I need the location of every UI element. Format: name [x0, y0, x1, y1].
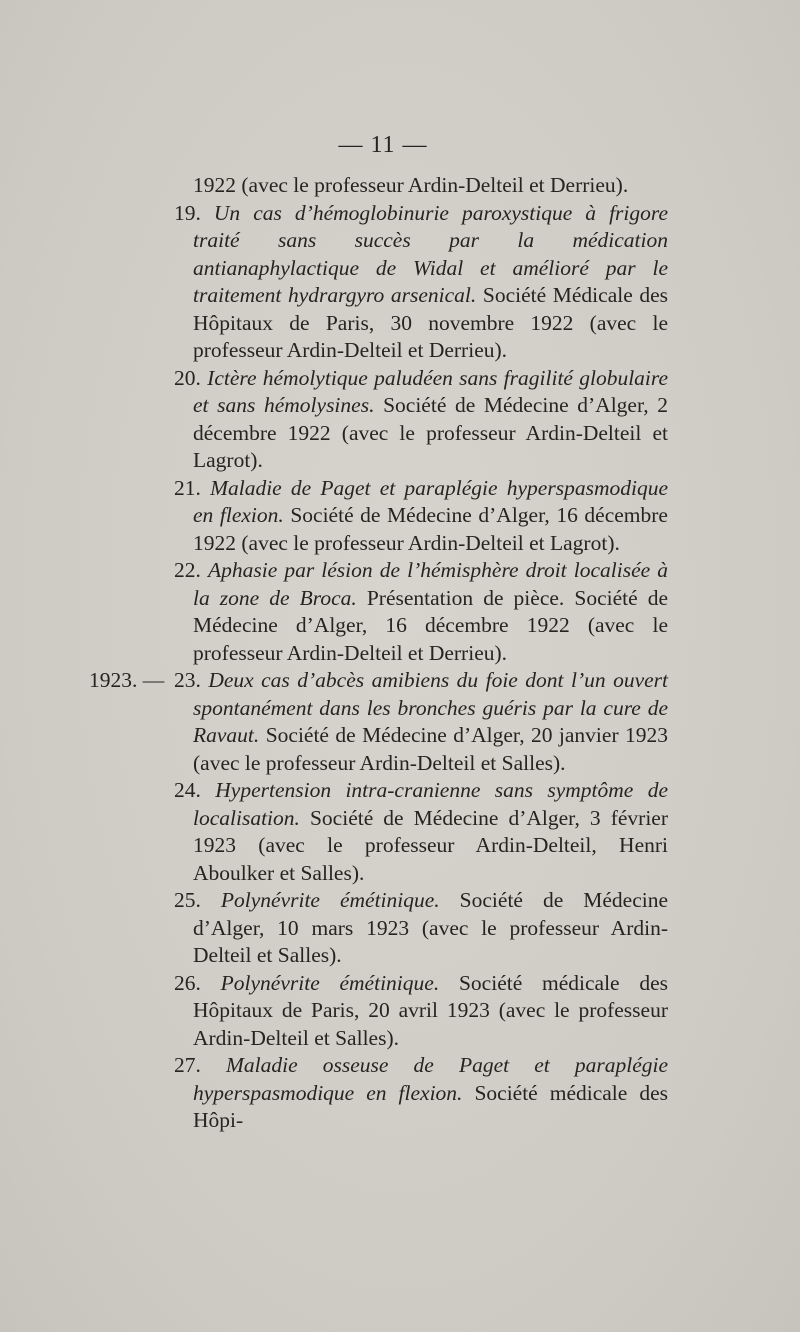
list-item — [174, 172, 668, 200]
entry-title: Ictère hémolytique paludéen sans fragilité globulaire et sans hémolysines. — [193, 365, 669, 417]
entry-title: Aphasie par lésion de l’hémisphère droit localisée à la zone de Broca. — [193, 558, 668, 610]
entry-title: Hypertension intra-cranienne sans symptôme de localisation. — [193, 778, 668, 830]
entry-rest: Présentation de pièce. Société de Médecine d’Alger, 16 décembre 1922 (avec le professeur Ardin-Delteil et Derrieu). — [193, 585, 669, 665]
entry-rest: Société médicale des Hôpitaux de Paris, 20 avril 1923 (avec le professeur Ardin-Delteil et Salles). — [193, 970, 669, 1050]
entry-number: 22. — [174, 558, 201, 582]
year-marker: 1923. — — [89, 668, 165, 692]
entry-title: Deux cas d’abcès amibiens du foie dont l’un ouvert spontanément dans les bronches guéris par la cure de Ravaut. — [193, 668, 668, 747]
list-item — [174, 887, 668, 970]
entry-rest: Société Médicale des Hôpitaux de Paris, 30 novembre 1922 (avec le professeur Ardin-Delteil et Derrieu). — [193, 283, 668, 362]
list-item — [174, 777, 668, 887]
entry-title: Polynévrite émétinique. — [220, 970, 440, 995]
entry-rest: Société de Médecine d’Alger, 16 décembre 1922 (avec le professeur Ardin-Delteil et Lagrot). — [193, 503, 668, 555]
list-item — [89, 667, 669, 777]
entry-title: Polynévrite émétinique. — [220, 888, 440, 912]
entry-rest: Société de Médecine d’Alger, 10 mars 1923 (avec le professeur Ardin-Delteil et Salles). — [193, 888, 669, 967]
entry-rest: Société médicale des Hôpi- — [193, 1080, 668, 1132]
entry-number: 19. — [174, 200, 201, 225]
page-number: — 11 — — [338, 132, 428, 158]
list-item — [174, 365, 668, 475]
entry-number: 24. — [174, 778, 201, 802]
bibliography-list — [89, 172, 669, 1135]
list-item — [174, 970, 668, 1053]
entry-number: 26. — [174, 970, 201, 995]
list-item — [174, 475, 668, 558]
entry-title: Un cas d’hémoglobinurie paroxystique à frigore traité sans succès par la médication antianaphylactique de Widal et amélioré par le traitement hydrargyro arsenical. — [193, 200, 668, 307]
list-item — [174, 200, 668, 365]
list-item — [174, 557, 668, 667]
entry-number: 20. — [174, 365, 201, 390]
entry-number: 21. — [174, 475, 201, 500]
entry-title: Maladie osseuse de Paget et paraplégie hyperspasmodique en flexion. — [193, 1053, 669, 1105]
entry-rest: Société de Médecine d’Alger, 2 décembre 1922 (avec le professeur Ardin-Delteil et Lagrot). — [193, 393, 669, 472]
entry-number: 27. — [174, 1053, 201, 1077]
entry-rest: 1922 (avec le professeur Ardin-Delteil et Derrieu). — [193, 173, 629, 197]
entry-rest: Société de Médecine d’Alger, 20 janvier 1923 (avec le professeur Ardin-Delteil et Salles). — [193, 723, 669, 775]
entry-title: Maladie de Paget et paraplégie hyperspasmodique en flexion. — [193, 475, 668, 527]
entry-number: 25. — [174, 888, 201, 912]
list-item — [174, 1052, 668, 1135]
entry-rest: Société de Médecine d’Alger, 3 février 1923 (avec le professeur Ardin-Delteil, Henri Aboulker et Salles). — [193, 805, 668, 885]
entry-number: 23. — [174, 668, 201, 692]
